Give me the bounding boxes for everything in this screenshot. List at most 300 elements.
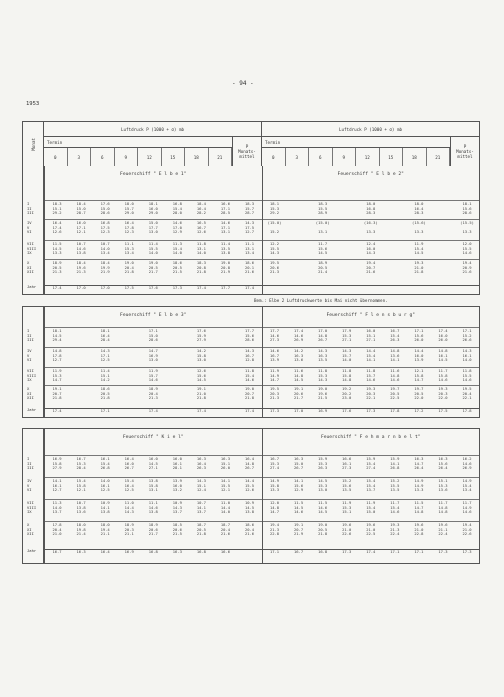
cell-value: 13.1 [220, 229, 231, 235]
cell-value: 15.3 [342, 332, 352, 338]
cell-value [117, 358, 141, 363]
p-label-left: P [245, 144, 249, 149]
cell-value: 26.7 [318, 337, 328, 343]
cell-value: 12.9 [294, 487, 304, 493]
cell-value: 15.5 [244, 482, 255, 488]
cell-value: 18.7 [220, 522, 231, 527]
month-label: I [27, 456, 30, 461]
cell-value: 17.7 [148, 224, 158, 230]
cell-value: 16.1 [462, 352, 472, 358]
cell-value: 16.3 [220, 456, 231, 461]
cell-value: 22.5 [390, 395, 400, 401]
data-block [45, 387, 262, 401]
cell-value: 15.4 [366, 460, 376, 466]
value-column [238, 242, 262, 256]
cell-value: 11.7 [438, 500, 448, 505]
cell-value: 21.8 [52, 395, 62, 401]
cell-value: 10.9 [244, 500, 255, 505]
cell-value: 14.6 [244, 377, 255, 383]
cell-value: 21.4 [318, 269, 328, 275]
cell-value: 20.5 [414, 390, 424, 396]
cell-value: 10.7 [76, 241, 86, 246]
cell-value: 13.9 [414, 357, 424, 363]
cell-value: 26.3 [196, 465, 206, 471]
cell-value: 17.1 [414, 328, 424, 333]
cell-value: 13.1 [244, 245, 255, 251]
cell-value: 14.7 [269, 509, 280, 515]
value-column [287, 457, 311, 471]
hour-header: 0 [44, 148, 68, 166]
cell-value: 14.5 [414, 250, 424, 256]
cell-value: 15.3 [318, 372, 328, 378]
cell-value: 16.0 [124, 460, 134, 466]
year-value [238, 550, 262, 555]
cell-value: 13.0 [148, 229, 158, 235]
cell-value: 11.4 [100, 368, 110, 373]
value-column [141, 479, 165, 493]
year-row [45, 408, 262, 414]
cell-value: 11.7 [462, 500, 472, 505]
data-block [263, 387, 480, 401]
cell-value: 26.8 [390, 465, 400, 471]
cell-value: 18.0 [414, 201, 424, 206]
value-column [165, 242, 189, 256]
value-column [335, 329, 359, 343]
cell-value: 15.7 [342, 352, 352, 358]
cell-value: 21.7 [294, 395, 304, 401]
value-column [189, 369, 213, 383]
year-value: 17.4 [366, 549, 376, 554]
cell-value: 20.5 [196, 526, 206, 532]
month-label: IX [27, 377, 32, 383]
year-value: 16.6 [220, 549, 231, 554]
cell-value: 15.3 [318, 482, 328, 488]
cell-value: 15.4 [366, 352, 376, 358]
cell-value: 14.4 [244, 478, 255, 483]
cell-value: 16.0 [438, 332, 448, 338]
month-label: IX [27, 509, 32, 515]
cell-value [213, 358, 237, 363]
cell-value: 17.1 [148, 328, 158, 333]
cell-value: 13.8 [76, 250, 86, 256]
value-column [263, 523, 287, 537]
cell-value: 20.4 [52, 526, 62, 532]
cell-value: 12.0 [462, 241, 472, 246]
cell-value: (15.0) [315, 220, 330, 225]
cell-value: 19.3 [390, 522, 400, 527]
data-block [45, 329, 262, 343]
remark-note: Bem.: Elbe 2 Luftdruckwerte bis Mai nicht übernommen. [254, 298, 388, 303]
value-column [455, 221, 479, 235]
value-column [45, 329, 69, 343]
cell-value: 13.4 [100, 250, 110, 256]
cell-value: 15.0 [294, 460, 304, 466]
cell-value: 18.9 [148, 522, 158, 527]
value-column [263, 479, 287, 493]
cell-value [69, 358, 93, 363]
cell-value: 14.3 [269, 250, 280, 256]
cell-value: 11.3 [172, 241, 182, 246]
cell-value: 14.1 [366, 357, 376, 363]
cell-value: 15.7 [124, 205, 134, 211]
monat-header: Monat [30, 137, 36, 151]
cell-value: 22.6 [462, 531, 472, 537]
value-column [263, 242, 287, 256]
cell-value: 17.4 [438, 328, 448, 333]
year-value: 17.6 [342, 408, 352, 413]
cell-value: 14.6 [148, 377, 158, 383]
value-column [189, 329, 213, 343]
value-column [455, 242, 479, 256]
cell-value: 18.0 [100, 522, 110, 527]
value-column [407, 202, 431, 216]
cell-value: 20.7 [244, 390, 255, 396]
value-column [383, 261, 407, 275]
value-column [117, 202, 141, 216]
value-column [165, 479, 189, 493]
value-column [263, 261, 287, 275]
cell-value: 28.6 [148, 337, 158, 343]
value-column [93, 523, 117, 537]
month-label: II [27, 205, 32, 211]
cell-value: 21.9 [220, 269, 231, 275]
cell-value: 18.1 [269, 201, 280, 206]
cell-value: 14.8 [438, 509, 448, 515]
month-labels [27, 349, 32, 363]
cell-value: 14.4 [124, 504, 134, 510]
value-column [93, 202, 117, 216]
cell-value [117, 396, 141, 401]
value-column [238, 369, 262, 383]
cell-value: 21.8 [196, 395, 206, 401]
value-column [213, 221, 237, 235]
cell-value: 13.3 [414, 487, 424, 493]
value-column [69, 261, 93, 275]
cell-value: 13.0 [148, 357, 158, 363]
cell-value: 15.3 [342, 504, 352, 510]
month-label: VII [27, 368, 34, 373]
value-column [141, 329, 165, 343]
cell-value: 15.6 [462, 205, 472, 211]
value-column [117, 387, 141, 401]
year-value: 17.3 [269, 408, 280, 413]
cell-value: 15.3 [438, 482, 448, 488]
value-column [407, 387, 431, 401]
cell-value: 20.4 [148, 390, 158, 396]
cell-value: 11.7 [390, 500, 400, 505]
ship-elbe1 [27, 166, 262, 294]
cell-value: 13.9 [269, 357, 280, 363]
value-column [287, 501, 311, 515]
cell-value: 29.2 [269, 210, 280, 216]
cell-value: 28.9 [318, 210, 328, 216]
cell-value: 18.1 [462, 201, 472, 206]
cell-value: 16.4 [196, 460, 206, 466]
value-column [165, 261, 189, 275]
cell-value: 15.6 [244, 332, 255, 338]
cell-value: 22.5 [366, 531, 376, 537]
cell-value: 15.4 [366, 478, 376, 483]
value-column [455, 457, 479, 471]
cell-value: 13.1 [148, 487, 158, 493]
cell-value: 12.7 [244, 229, 255, 235]
year-value: 17.4 [196, 408, 206, 413]
cell-value: 19.4 [269, 522, 280, 527]
year-value: 17.3 [366, 408, 376, 413]
value-column [141, 387, 165, 401]
cell-value: 19.0 [318, 522, 328, 527]
cell-value: 14.0 [100, 245, 110, 251]
value-column [335, 221, 359, 235]
cell-value: 14.8 [52, 348, 62, 353]
cell-value: 26.9 [294, 337, 304, 343]
year-value: 17.8 [462, 408, 472, 413]
data-block [263, 221, 480, 235]
cell-value: 12.4 [196, 487, 206, 493]
year-value: 16.8 [318, 549, 328, 554]
cell-value: 18.9 [148, 386, 158, 391]
value-column [359, 242, 383, 256]
cell-value [431, 230, 455, 235]
termin-label-left: Termin [47, 139, 63, 145]
month-labels [27, 329, 34, 343]
year-label: Jahr [27, 407, 37, 412]
cell-value: 26.0 [220, 465, 231, 471]
year-value: 17.8 [390, 408, 400, 413]
cell-value: 19.0 [244, 386, 255, 391]
value-column [431, 242, 455, 256]
year-value: 17.4 [244, 408, 255, 413]
cell-value: 21.3 [390, 526, 400, 532]
cell-value: 14.5 [294, 377, 304, 383]
cell-value: 15.8 [148, 482, 158, 488]
cell-value: 13.0 [318, 487, 328, 493]
cell-value: 15.4 [244, 372, 255, 378]
cell-value: 20.8 [196, 264, 206, 270]
cell-value: 17.1 [76, 224, 86, 230]
value-column [263, 221, 287, 235]
cell-value: 11.9 [148, 368, 158, 373]
cell-value: 15.6 [342, 482, 352, 488]
value-column [189, 261, 213, 275]
value-column [189, 479, 213, 493]
cell-value: 27.3 [342, 465, 352, 471]
cell-value: 14.9 [269, 478, 280, 483]
cell-value: 18.1 [52, 328, 62, 333]
data-block [263, 479, 480, 493]
cell-value: 28.2 [196, 210, 206, 216]
cell-value: 28.7 [76, 210, 86, 216]
cell-value: 19.6 [438, 522, 448, 527]
month-labels [27, 221, 32, 235]
cell-value: 21.9 [100, 269, 110, 275]
cell-value: 17.7 [244, 328, 255, 333]
value-column [45, 261, 69, 275]
cell-value [335, 251, 359, 256]
cell-value: 19.8 [76, 526, 86, 532]
value-column [407, 349, 431, 363]
cell-value: 15.6 [438, 460, 448, 466]
value-column [311, 221, 335, 235]
year-value: 16.9 [124, 549, 134, 554]
value-column [69, 369, 93, 383]
cell-value: 12.6 [196, 229, 206, 235]
cell-value: 21.9 [294, 531, 304, 537]
value-column [165, 387, 189, 401]
cell-value: 12.2 [269, 241, 280, 246]
cell-value: 17.0 [172, 224, 182, 230]
ship-title-flensburg: Feuerschiff " F l e n s b u r g" [326, 313, 415, 318]
month-label: VIII [27, 372, 37, 378]
cell-value: 17.4 [52, 224, 62, 230]
value-column [311, 479, 335, 493]
value-column [238, 479, 262, 493]
month-labels [27, 242, 36, 256]
cell-value: 15.5 [462, 372, 472, 378]
value-column [45, 369, 69, 383]
value-column [359, 349, 383, 363]
cell-value: 19.1 [294, 522, 304, 527]
value-column [69, 523, 93, 537]
value-column [45, 202, 69, 216]
value-column [359, 202, 383, 216]
month-label: XII [27, 395, 34, 401]
data-block [263, 242, 480, 256]
cell-value: 14.0 [172, 250, 182, 256]
cell-value: 14.5 [318, 250, 328, 256]
cell-value: 20.3 [269, 390, 280, 396]
cell-value: 13.6 [294, 357, 304, 363]
cell-value: 14.3 [462, 348, 472, 353]
month-label: II [27, 460, 32, 466]
month-label: X [27, 386, 30, 391]
cell-value: 17.9 [342, 328, 352, 333]
year-value [117, 409, 141, 414]
cell-value: 19.7 [390, 386, 400, 391]
cell-value: 28.6 [244, 337, 255, 343]
cell-value: 16.0 [366, 328, 376, 333]
value-column [359, 369, 383, 383]
month-label: VIII [27, 504, 37, 510]
cell-value: 11.8 [196, 241, 206, 246]
value-column [263, 329, 287, 343]
cell-value: 14.1 [390, 460, 400, 466]
cell-value: 10.7 [196, 500, 206, 505]
cell-value: 15.8 [196, 352, 206, 358]
cell-value: 14.0 [462, 357, 472, 363]
year-value: 16.3 [76, 549, 86, 554]
value-column [455, 479, 479, 493]
cell-value [287, 251, 311, 256]
cell-value: 14.3 [318, 348, 328, 353]
value-column [311, 501, 335, 515]
cell-value: 14.8 [390, 372, 400, 378]
month-label: II [27, 332, 32, 338]
cell-value: 14.8 [318, 332, 328, 338]
cell-value: 14.3 [100, 348, 110, 353]
value-column [335, 523, 359, 537]
ship-fehmarnbelt [262, 429, 480, 563]
cell-value: 15.0 [148, 332, 158, 338]
month-labels [27, 457, 34, 471]
cell-value [165, 396, 189, 401]
cell-value: 14.3 [124, 509, 134, 515]
cell-value: 15.4 [100, 460, 110, 466]
cell-value: 16.7 [76, 456, 86, 461]
cell-value: 21.3 [269, 526, 280, 532]
cell-value: 10.7 [76, 500, 86, 505]
ship-title-fehmarnbelt: Feuerschiff " F e h m a r n b e l t" [320, 435, 421, 440]
value-column [141, 349, 165, 363]
cell-value: 15.4 [172, 205, 182, 211]
cell-value: 16.4 [414, 205, 424, 211]
year-value: 17.4 [196, 285, 206, 290]
value-column [335, 457, 359, 471]
cell-value: 14.6 [462, 377, 472, 383]
table-header [22, 121, 480, 167]
cell-value: 22.4 [390, 531, 400, 537]
value-column [407, 261, 431, 275]
cell-value: 19.1 [294, 386, 304, 391]
cell-value: 15.4 [366, 504, 376, 510]
value-column [455, 369, 479, 383]
value-column [213, 329, 237, 343]
cell-value: 20.4 [244, 526, 255, 532]
cell-value [431, 211, 455, 216]
value-column [141, 501, 165, 515]
cell-value: 16.4 [124, 482, 134, 488]
cell-value: 12.9 [172, 229, 182, 235]
cell-value: 14.0 [148, 250, 158, 256]
cell-value: 28.1 [172, 465, 182, 471]
cell-value: 15.0 [366, 509, 376, 515]
year-value [359, 286, 383, 291]
ship-title-elbe2: Feuerschiff " E l b e 2" [337, 172, 404, 177]
cell-value: 21.8 [124, 269, 134, 275]
cell-value: 15.2 [342, 478, 352, 483]
cell-value: 15.8 [269, 482, 280, 488]
cell-value: 16.0 [172, 456, 182, 461]
cell-value: 13.0 [196, 357, 206, 363]
month-label: VI [27, 229, 32, 235]
cell-value: 15.5 [148, 245, 158, 251]
value-column [213, 479, 237, 493]
cell-value: 15.8 [76, 482, 86, 488]
cell-value: 15.6 [318, 245, 328, 251]
cell-value: 16.0 [414, 352, 424, 358]
cell-value: 21.0 [196, 390, 206, 396]
cell-value: 15.7 [244, 205, 255, 211]
cell-value: 13.1 [318, 229, 328, 235]
cell-value: 20.5 [318, 264, 328, 270]
value-column [263, 501, 287, 515]
cell-value: 22.8 [269, 531, 280, 537]
value-column [69, 242, 93, 256]
value-column [117, 242, 141, 256]
cell-value: 21.7 [148, 269, 158, 275]
year-value: 17.3 [342, 549, 352, 554]
cell-value: 27.9 [196, 337, 206, 343]
cell-value: 19.0 [148, 260, 158, 265]
cell-value: 15.5 [390, 482, 400, 488]
year-value [383, 286, 407, 291]
cell-value: 26.4 [438, 465, 448, 471]
value-column [287, 329, 311, 343]
cell-value: 20.7 [294, 526, 304, 532]
cell-value: 19.3 [438, 386, 448, 391]
cell-value [287, 270, 311, 275]
cell-value: 15.2 [390, 478, 400, 483]
